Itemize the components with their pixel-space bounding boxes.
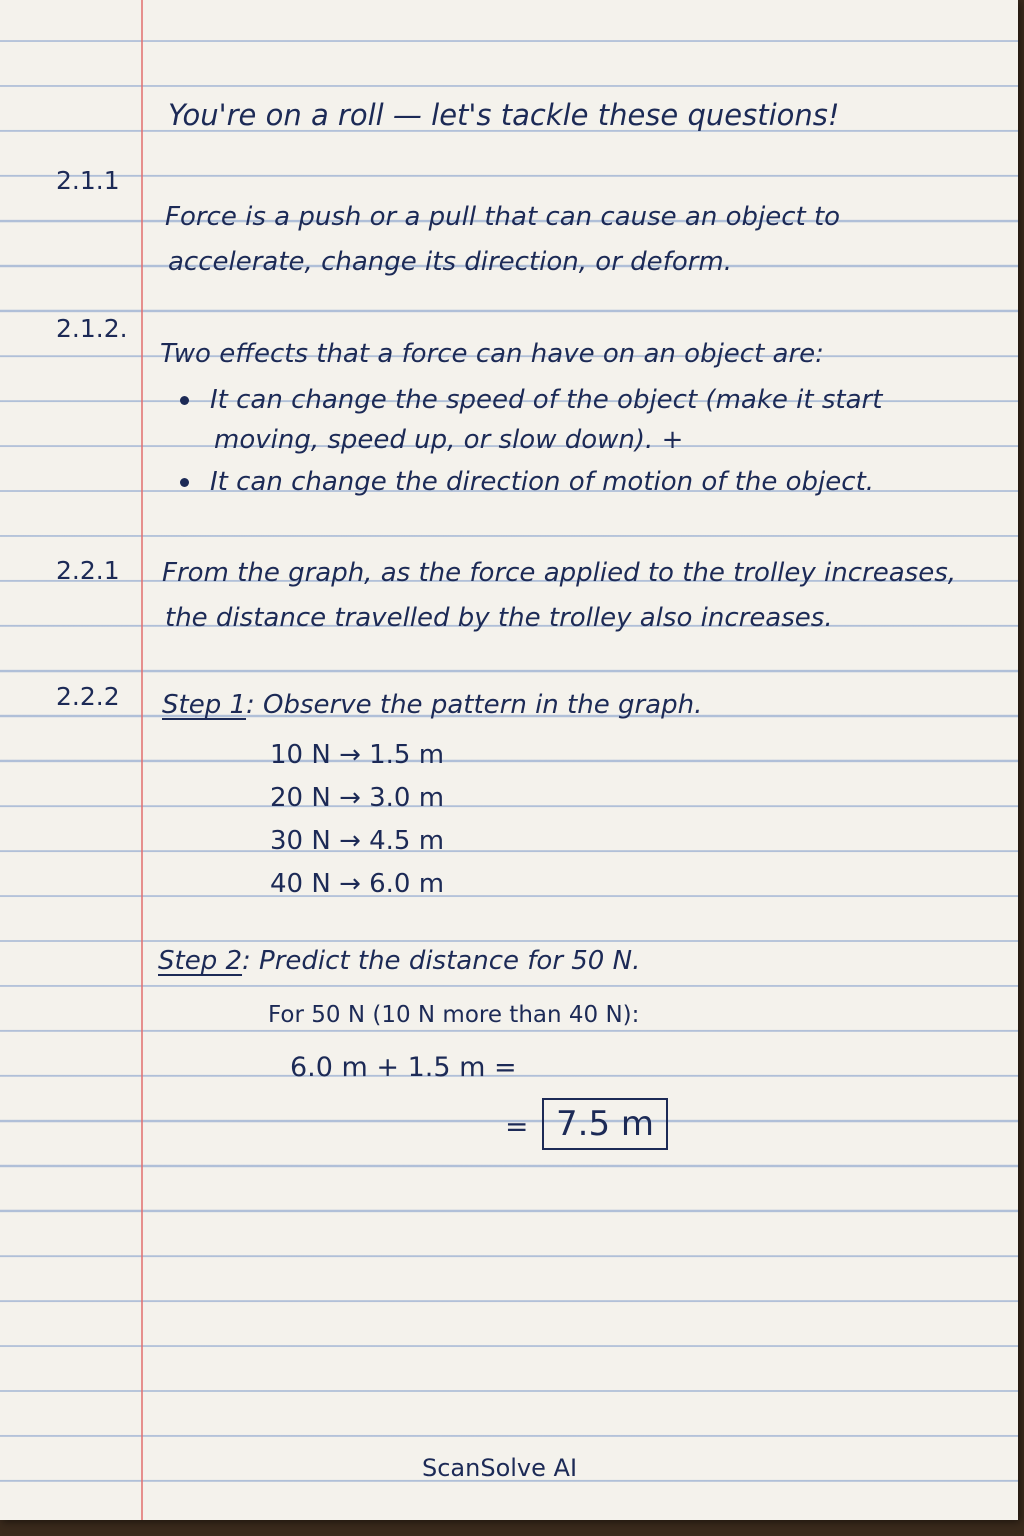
bullet-dot [180,396,189,405]
pattern-row: 40 N → 6.0 m [270,869,445,899]
answer-2-1-2-intro: Two effects that a force can have on an object are: [160,339,824,369]
question-number-2-2-2: 2.2.2 [56,682,120,711]
question-number-2-1-1: 2.1.1 [56,166,120,195]
pattern-row: 20 N → 3.0 m [270,783,445,813]
page-header: You're on a roll — let's tackle these questions! [168,98,840,132]
for-50n-line: For 50 N (10 N more than 40 N): [268,1002,640,1028]
step-2-text: : Predict the distance for 50 N. [242,946,641,976]
answer-2-2-1-line-1: From the graph, as the force applied to the trolley increases, [162,558,957,588]
step-2-label: Step 2 [158,946,243,976]
pattern-row: 10 N → 1.5 m [270,740,445,770]
bullet-2-line-1: It can change the direction of motion of the object. [210,467,875,497]
question-number-2-2-1: 2.2.1 [56,556,120,585]
step-2-line [158,946,640,976]
calculation-line: 6.0 m + 1.5 m = [290,1052,517,1083]
final-answer-box: 7.5 m [542,1098,668,1150]
step-1-label: Step 1 [162,690,247,720]
pattern-row: 30 N → 4.5 m [270,826,445,856]
answer-2-1-1-line-2: accelerate, change its direction, or deform. [168,247,733,277]
answer-2-1-1-line-1: Force is a push or a pull that can cause an object to [165,202,841,232]
step-1-line [162,690,702,720]
footer-brand: ScanSolve AI [422,1454,578,1482]
bullet-1-line-1: It can change the speed of the object (make it start [210,385,883,415]
bullet-1-line-2: moving, speed up, or slow down). + [214,425,684,455]
bullet-dot [180,478,189,487]
answer-2-2-1-line-2: the distance travelled by the trolley also increases. [165,603,833,633]
equals-sign: = [505,1110,529,1143]
margin-line [141,0,143,1520]
step-1-text: : Observe the pattern in the graph. [246,690,703,720]
question-number-2-1-2: 2.1.2. [56,314,128,343]
